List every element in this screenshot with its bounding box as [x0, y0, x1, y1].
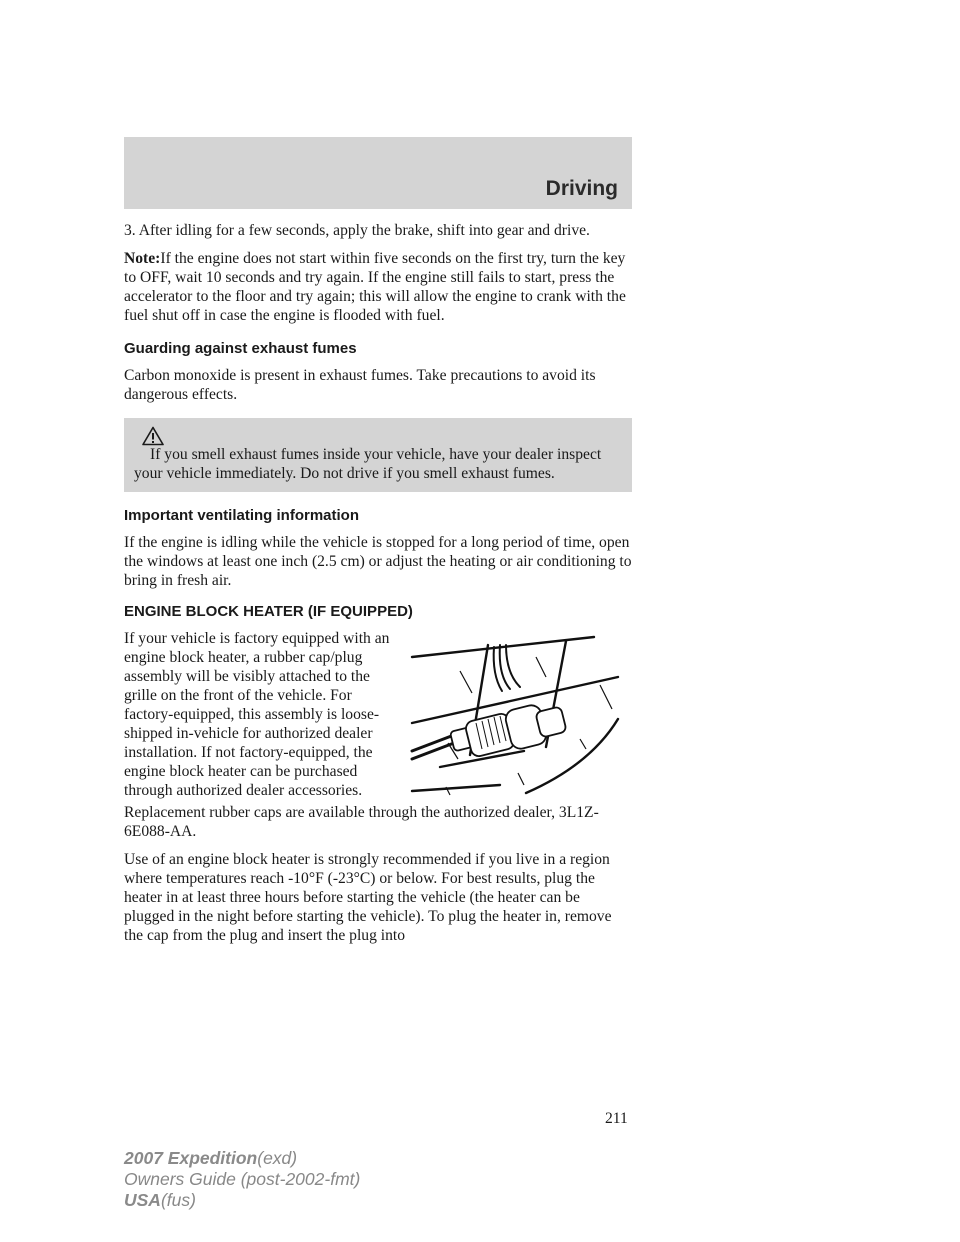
footer-line-1: [124, 1148, 360, 1169]
warning-text-wrap: [130, 426, 626, 483]
block-heater-paragraph-1: If your vehicle is factory equipped with an engine block heater, a rubber cap/plug assembly will be visibly attached to the grille on the front of the vehicle. For factory-equipped, this assembly is loose-shipped in-vehicle for authorized dealer installation. If not factory-equipped, the engine block heater can be purchased through authorized dealer accessories.: [124, 630, 390, 799]
block-heater-paragraph-2: Replacement rubber caps are available through the authorized dealer, 3L1Z-6E088-AA.: [124, 804, 599, 840]
footer-model-code: (exd): [257, 1148, 298, 1168]
note-paragraph: [124, 249, 632, 325]
warning-box: [124, 418, 632, 492]
ventilating-paragraph: If the engine is idling while the vehicle is stopped for a long period of time, open the windows at least one inch (2.5 cm) or adjust the heating or air conditioning to bring in fresh air.: [124, 534, 632, 589]
footer-line-2: Owners Guide (post-2002-fmt): [124, 1169, 361, 1189]
note-text: If the engine does not start within five seconds on the first try, turn the key to OFF, wait 10 seconds and try again. If the engine still fails to start, press the accelerator to the floor and try again; this will allow the engine to crank with the fuel shut off in case the engine is flooded with fuel.: [124, 250, 626, 324]
header-band: [124, 137, 632, 209]
footer-market-code: (fus): [160, 1190, 196, 1210]
note-label: Note:: [124, 250, 161, 267]
section-title: Driving: [545, 177, 618, 200]
step-3-paragraph: 3. After idling for a few seconds, apply the brake, shift into gear and drive.: [124, 222, 590, 239]
ventilating-heading: Important ventilating information: [124, 507, 359, 524]
footer: [124, 1148, 360, 1211]
footer-line-3: [124, 1190, 360, 1211]
page-number: 211: [605, 1110, 628, 1127]
footer-model: 2007 Expedition: [124, 1148, 258, 1168]
block-heater-heading: ENGINE BLOCK HEATER (IF EQUIPPED): [124, 603, 413, 620]
exhaust-heading: Guarding against exhaust fumes: [124, 340, 357, 357]
footer-market: USA: [124, 1190, 161, 1210]
block-heater-paragraph-3: Use of an engine block heater is strongly recommended if you live in a region where temperatures reach -10°F (-23°C) or below. For best results, plug the heater in at least three hours before starting the vehicle (the heater can be plugged in the night before starting the vehicle). To plug the heater in, remove the cap from the plug and insert the plug into: [124, 851, 612, 944]
page-content: [124, 221, 632, 954]
warning-triangle-icon: [142, 426, 164, 446]
engine-block-heater-illustration: [410, 635, 632, 803]
warning-text: If you smell exhaust fumes inside your vehicle, have your dealer inspect your vehicle immediately. Do not drive if you smell exhaust fumes.: [134, 446, 602, 482]
exhaust-paragraph: Carbon monoxide is present in exhaust fumes. Take precautions to avoid its dangerous effects.: [124, 367, 596, 403]
